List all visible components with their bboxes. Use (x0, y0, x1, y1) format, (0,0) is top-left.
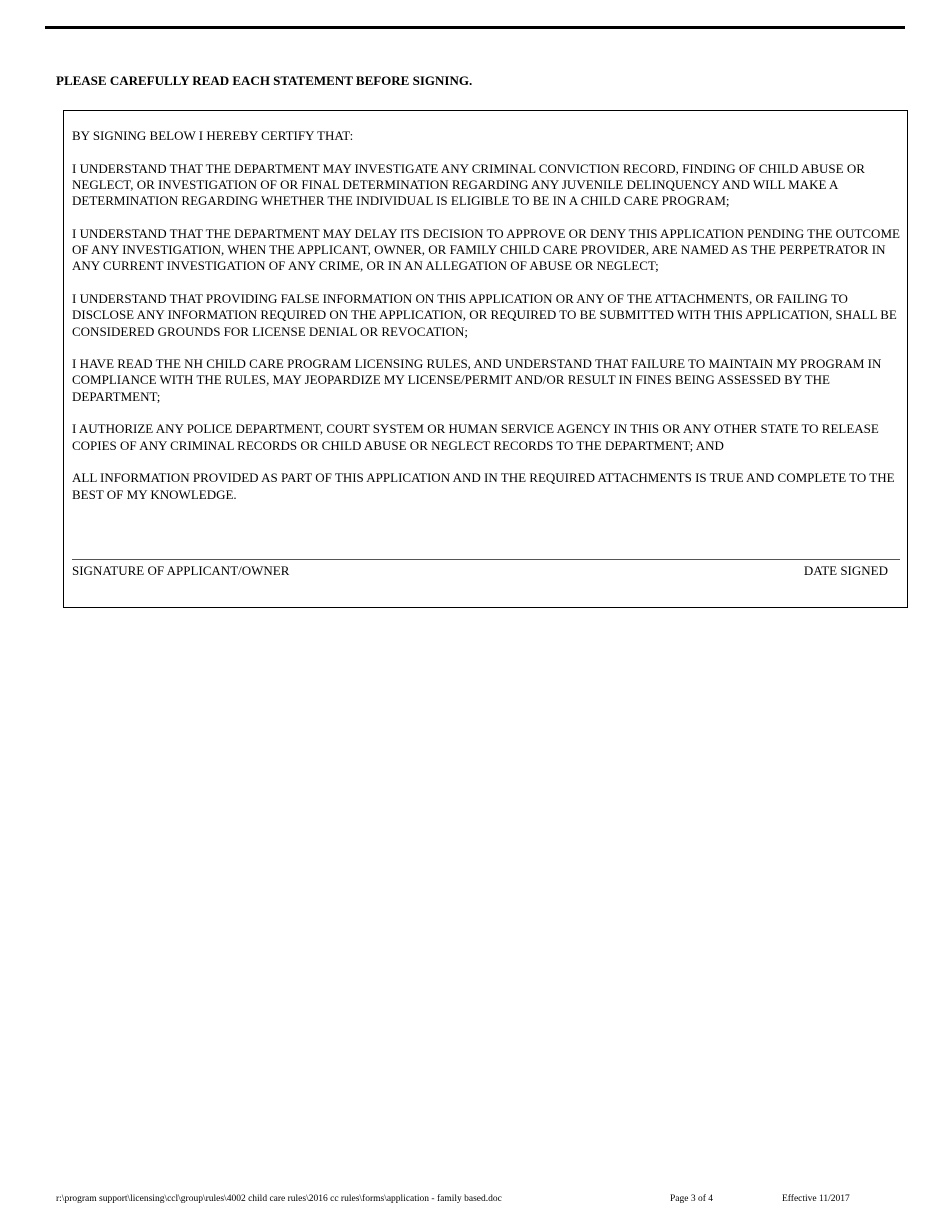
statement-false-information: I UNDERSTAND THAT PROVIDING FALSE INFORMATION ON THIS APPLICATION OR ANY OF THE ATTACHMENTS, OR FAILING TO DISCLOSE ANY INFORMATION REQUIRED ON THE APPLICATION, OR REQUIRED TO BE SUBMITTED WITH THIS APPLICATION, SHALL BE CONSIDERED GROUNDS FOR LICENSE DENIAL OR REVOCATION; (72, 290, 897, 339)
instruction-heading: PLEASE CAREFULLY READ EACH STATEMENT BEFORE SIGNING. (56, 73, 473, 88)
footer-effective-date: Effective 11/2017 (782, 1194, 850, 1204)
footer-page-number: Page 3 of 4 (670, 1194, 714, 1204)
statement-delay-decision: I UNDERSTAND THAT THE DEPARTMENT MAY DELAY ITS DECISION TO APPROVE OR DENY THIS APPLICATION PENDING THE OUTCOME OF ANY INVESTIGATION, WHEN THE APPLICANT, OWNER, OR FAMILY CHILD CARE PROVIDER, ARE NAMED AS THE PERPETRATOR IN ANY CURRENT INVESTIGATION OF ANY CRIME, OR IN AN ALLEGATION OF ABUSE OR NEGLECT; (72, 225, 900, 274)
certification-box (63, 110, 908, 608)
statement-investigation: I UNDERSTAND THAT THE DEPARTMENT MAY INVESTIGATE ANY CRIMINAL CONVICTION RECORD, FINDING OF CHILD ABUSE OR NEGLECT, OR INVESTIGATION OF OR FINAL DETERMINATION REGARDING ANY JUVENILE DELINQUENCY AND WILL MAKE A DETERMINATION REGARDING WHETHER THE INDIVIDUAL IS ELIGIBLE TO BE IN A CHILD CARE PROGRAM; (72, 160, 865, 209)
certification-text (72, 128, 902, 519)
statement-licensing-rules: I HAVE READ THE NH CHILD CARE PROGRAM LICENSING RULES, AND UNDERSTAND THAT FAILURE TO MAINTAIN MY PROGRAM IN COMPLIANCE WITH THE RULES, MAY JEOPARDIZE MY LICENSE/PERMIT AND/OR RESULT IN FINES BEING ASSESSED BY THE DEPARTMENT; (72, 356, 882, 404)
statement-authorize-release: I AUTHORIZE ANY POLICE DEPARTMENT, COURT SYSTEM OR HUMAN SERVICE AGENCY IN THIS OR ANY OTHER STATE TO RELEASE COPIES OF ANY CRIMINAL RECORDS OR CHILD ABUSE OR NEGLECT RECORDS TO THE DEPARTMENT; AND (72, 421, 879, 453)
signature-line[interactable] (72, 559, 900, 560)
date-signed-label: DATE SIGNED (803, 563, 888, 578)
top-divider (45, 26, 905, 29)
certification-intro: BY SIGNING BELOW I HEREBY CERTIFY THAT: (72, 128, 354, 143)
statement-information-true: ALL INFORMATION PROVIDED AS PART OF THIS APPLICATION AND IN THE REQUIRED ATTACHMENTS IS TRUE AND COMPLETE TO THE BEST OF MY KNOWLEDGE. (72, 470, 895, 502)
footer-file-path: r:\program support\licensing\ccl\group\rules\4002 child care rules\2016 cc rules\forms\application - family based.doc (56, 1194, 502, 1204)
signature-label: SIGNATURE OF APPLICANT/OWNER (72, 563, 290, 578)
